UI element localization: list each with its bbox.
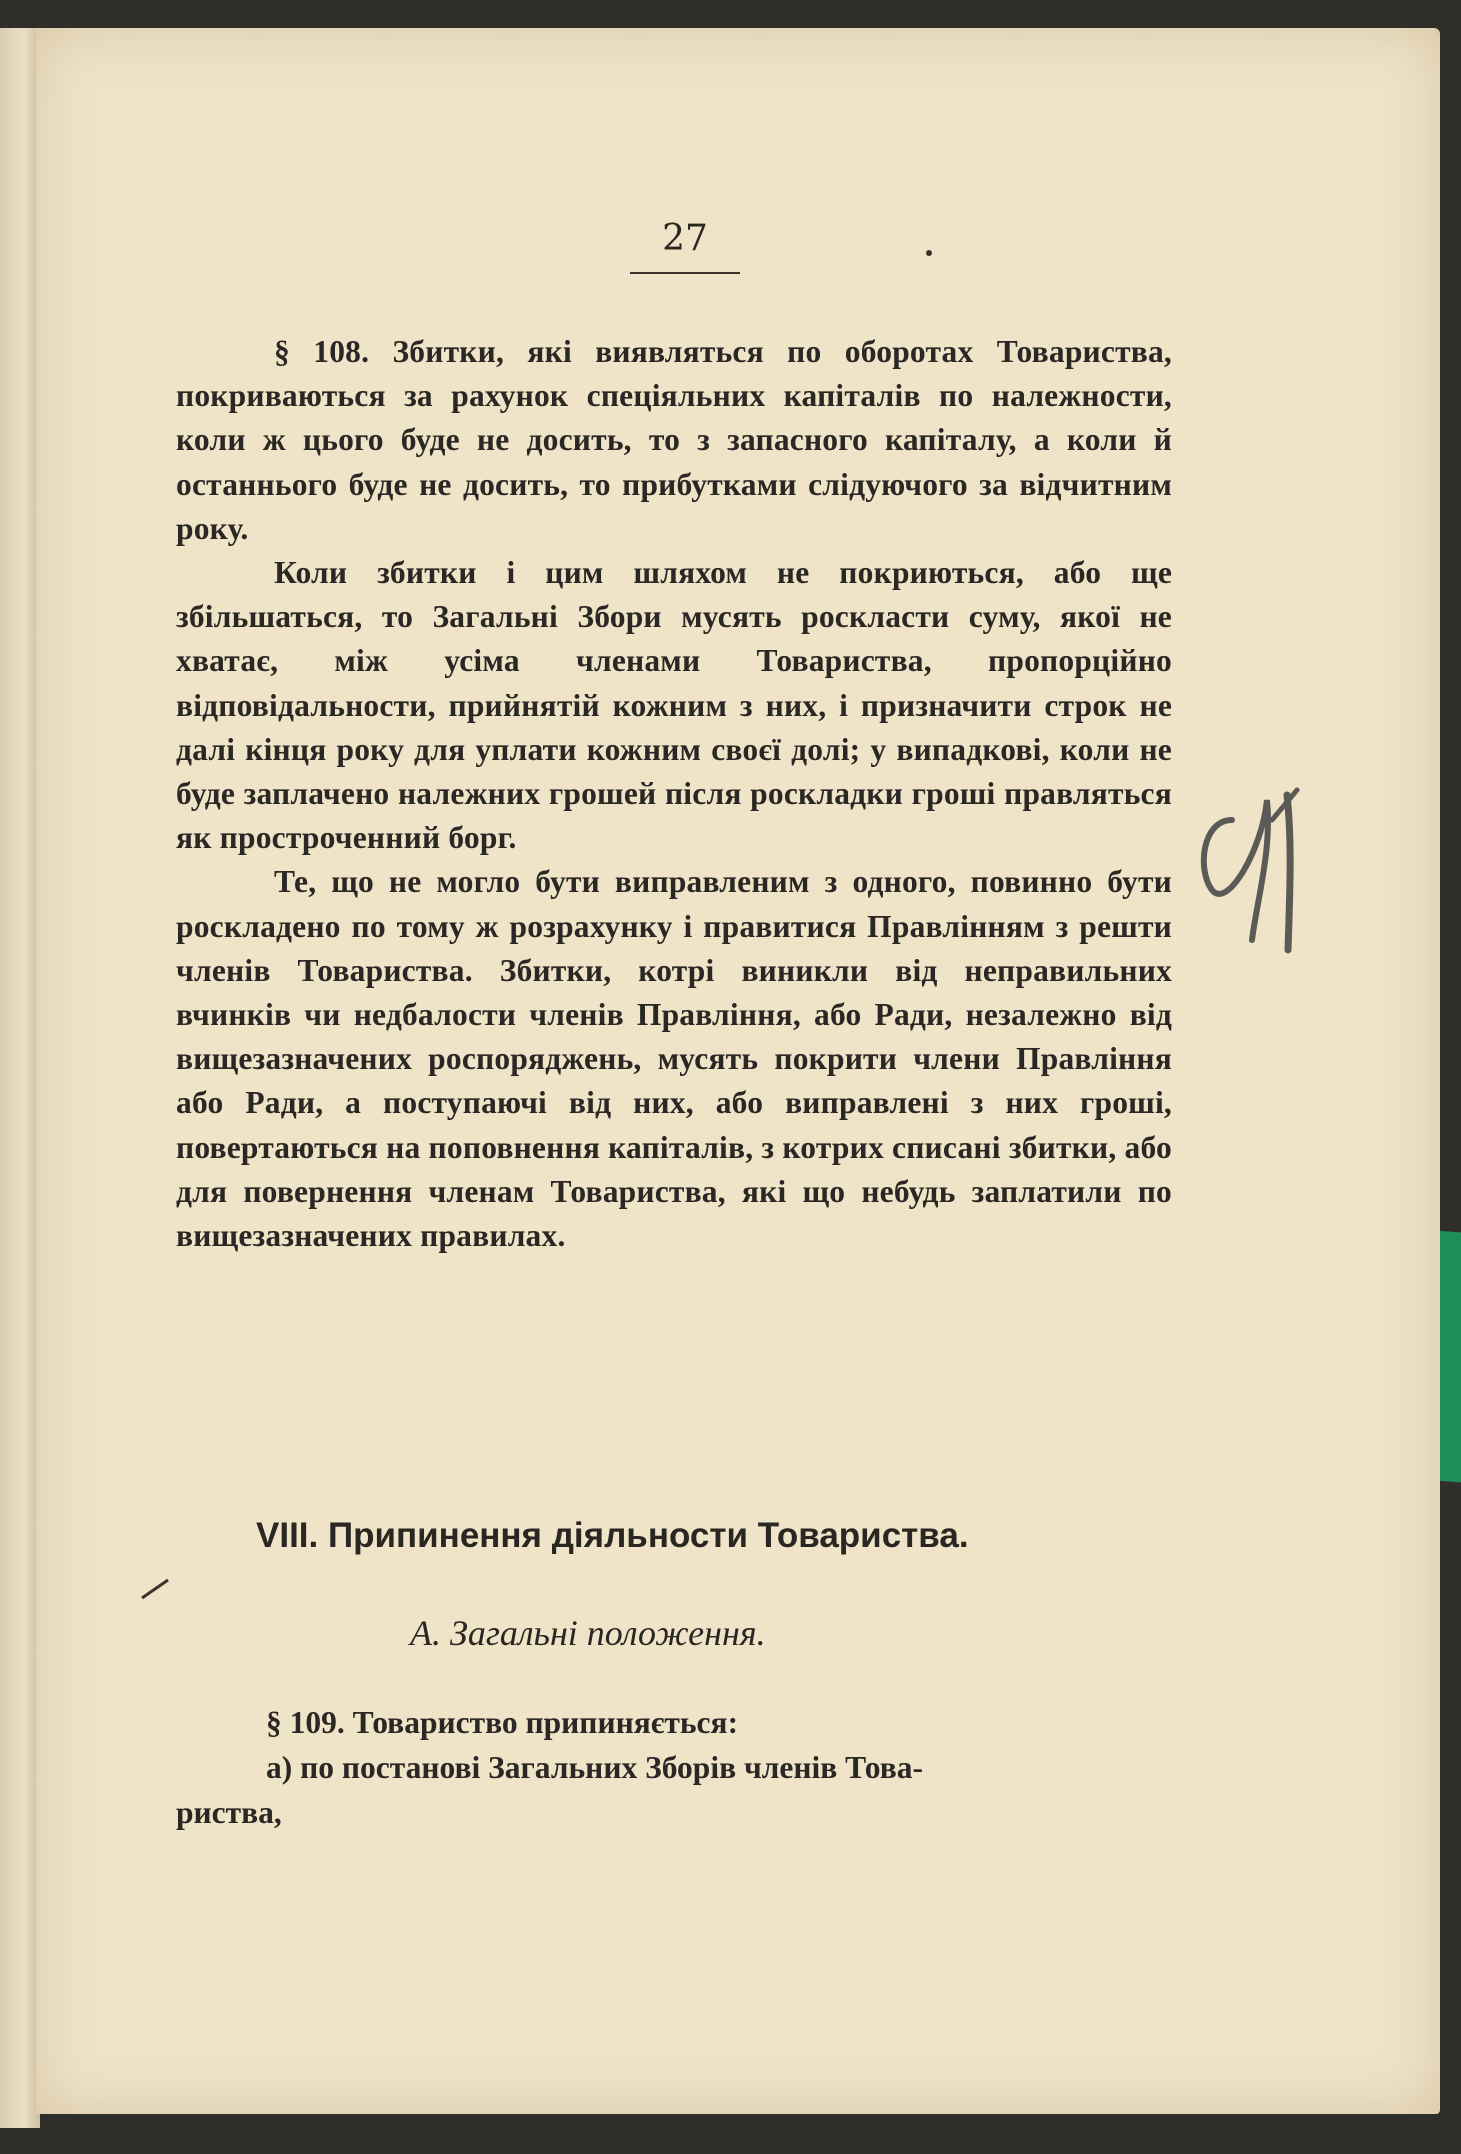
paragraph-109-line: § 109. Товариство припиняється:: [266, 1705, 739, 1740]
left-page-edge: [0, 28, 40, 2128]
page-number: 27: [662, 218, 708, 259]
paragraph-109-line: а) по постанові Загальних Зборів членів Това-: [266, 1750, 923, 1785]
section-heading: VIII. Припинення діяльности Товариства.: [256, 1516, 969, 1555]
paragraph-losses-allocation: Коли збитки і цим шляхом не покриються, або ще збільшаться, то Загальні Збори мусять роскласти суму, якої не хватає, між усіма членами Товариства, пропорційно відповідальности, прийнятій кожним з них, і призначити строк не далі кінця року для уплати кожним своєї долі; у випадкові, коли не буде заплачено належних грошей після роскладки гроші правляться як простроченний борг.: [176, 555, 1172, 856]
body-text: [176, 330, 1172, 1258]
handwritten-pencil-number: [1192, 780, 1322, 960]
page-number-underline: [630, 272, 740, 274]
paragraph-109: [176, 1700, 1172, 1835]
pencil-mark: [140, 1578, 170, 1600]
subsection-heading: А. Загальні положення.: [410, 1613, 766, 1653]
ink-dot: [926, 250, 932, 256]
paragraph-108: § 108. Збитки, які виявляться по оборотах Товариства, покриваються за рахунок спеціяльних капіталів по належности, коли ж цього буде не досить, то з запасного капіталу, а коли й останнього буде не досить, то прибутками слідуючого за відчитним року.: [176, 334, 1172, 546]
paragraph-109-line: риства,: [176, 1795, 282, 1830]
paragraph-losses-recovery: Те, що не могло бути виправленим з одного, повинно бути роскладено по тому ж розрахунку і правитися Правлінням з решти членів Товариства. Збитки, котрі виникли від неправильних вчинків чи недбалости членів Правління, або Ради, незалежно від вищезазначених роспоряджень, мусять покрити члени Правління або Ради, а поступаючі від них, або виправлені з них гроші, повертаються на поповнення капіталів, з котрих списані збитки, або для повернення членам Товариства, які що небудь заплатили по вищезазначених правилах.: [176, 864, 1172, 1254]
